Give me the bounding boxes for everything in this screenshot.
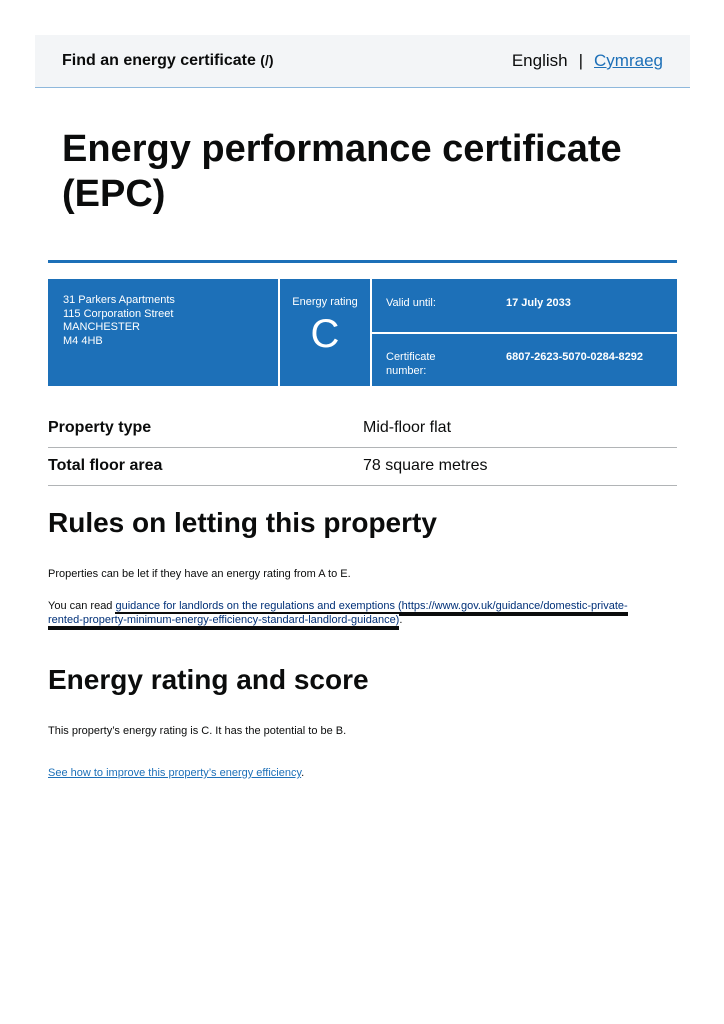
energy-rating-label: Energy rating (292, 296, 358, 308)
summary-row-property-type (48, 410, 677, 448)
rules-heading: Rules on letting this property (48, 507, 437, 538)
certificate-number-value: 6807-2623-5070-0284-8292 (506, 351, 644, 363)
page-title: Energy performance certificate (EPC) (62, 128, 622, 215)
guidance-prefix: You can read (48, 600, 116, 612)
guidance-suffix: . (399, 614, 403, 626)
energy-rating-box (280, 279, 370, 386)
summary-value: 78 square metres (363, 457, 488, 474)
valid-until-label: Valid until: (386, 297, 436, 309)
valid-until-box (372, 279, 677, 332)
epc-summary-band (48, 279, 677, 386)
address-line: M4 4HB (63, 334, 103, 347)
address-line: 115 Corporation Street (63, 307, 174, 320)
property-summary-list (48, 410, 677, 486)
site-header (35, 35, 690, 88)
energy-rating-letter: C (310, 312, 340, 356)
improve-suffix: . (301, 767, 305, 779)
certificate-number-box (372, 334, 677, 386)
language-current: English (511, 51, 568, 70)
language-separator: | (578, 51, 584, 70)
certificate-number-label: Certificate number: (386, 351, 436, 377)
language-switcher (512, 51, 663, 71)
energy-rating-heading: Energy rating and score (48, 664, 369, 695)
landlord-guidance-link[interactable]: guidance for landlords on the regulations and exemptions (https://www.gov.uk/guidance/domestic-private-rented-property-minimum-energy-efficiency-standard-landlord-guidance) (48, 600, 628, 626)
improve-paragraph (48, 766, 658, 780)
property-address (48, 279, 278, 386)
summary-row-floor-area (48, 448, 677, 486)
summary-key: Total floor area (48, 457, 163, 474)
energy-rating-paragraph: This property’s energy rating is C. It has the potential to be B. (48, 725, 347, 737)
summary-key: Property type (48, 419, 152, 436)
language-cymraeg-link[interactable]: Cymraeg (594, 51, 663, 70)
service-name: Find an energy certificate (62, 52, 256, 69)
address-line: MANCHESTER (63, 321, 141, 333)
title-divider (48, 260, 677, 263)
guidance-paragraph (48, 599, 658, 627)
valid-until-value: 17 July 2033 (506, 297, 571, 309)
rules-paragraph: Properties can be let if they have an energy rating from A to E. (48, 568, 351, 580)
address-line: 31 Parkers Apartments (63, 294, 175, 306)
improve-efficiency-link[interactable]: See how to improve this property’s energy efficiency (48, 767, 302, 779)
service-name-suffix: (/) (260, 52, 274, 68)
summary-value: Mid-floor flat (363, 419, 452, 436)
service-name-link[interactable] (62, 52, 274, 70)
